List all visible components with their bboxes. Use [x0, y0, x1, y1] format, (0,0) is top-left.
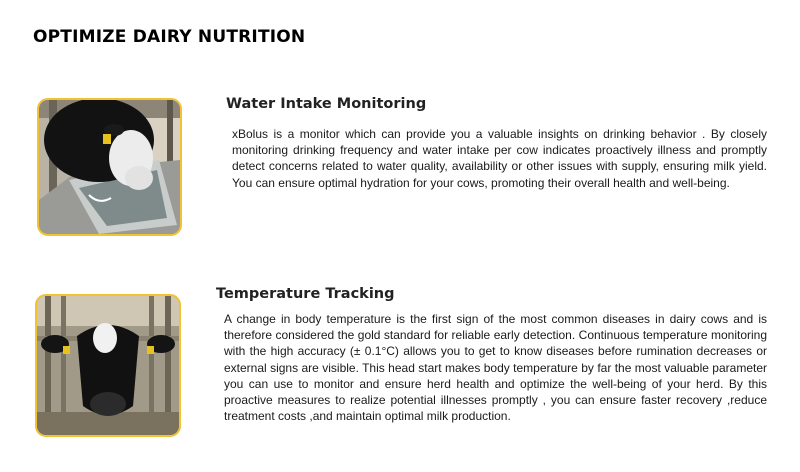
- page-title: OPTIMIZE DAIRY NUTRITION: [33, 27, 306, 47]
- cow-drinking-photo: [37, 98, 182, 236]
- cow-in-stall-photo: [35, 294, 181, 437]
- cow-in-stall-illustration: [37, 296, 179, 435]
- cow-drinking-illustration: [39, 100, 180, 234]
- section-body-temperature: A change in body temperature is the first sign of the most common diseases in dairy cows and is therefore considered the gold standard for reliable early detection. Continuous temperature monitoring with the high accuracy (± 0.1°C) allows you to get to know diseases before rumination decreases or external signs are visible. This head start makes body temperature by far the most valuable parameter you can use to monitor and ensure herd health and optimize the well-being of your herd. By this proactive measures to realize potential illnesses promptly , you can ensure faster recovery ,reduce treatment costs ,and maintain optimal milk production.: [224, 312, 767, 424]
- section-heading-temperature: Temperature Tracking: [216, 286, 395, 302]
- section-body-water-intake: xBolus is a monitor which can provide you a valuable insights on drinking behavior . By closely monitoring drinking frequency and water intake per cow indicates proactively illness and promptly detect concerns related to water quality, availability or other issues with supply, ensuring milk yield. You can ensure optimal hydration for your cows, promoting their overall health and well-being.: [232, 127, 767, 190]
- section-heading-water-intake: Water Intake Monitoring: [226, 96, 427, 112]
